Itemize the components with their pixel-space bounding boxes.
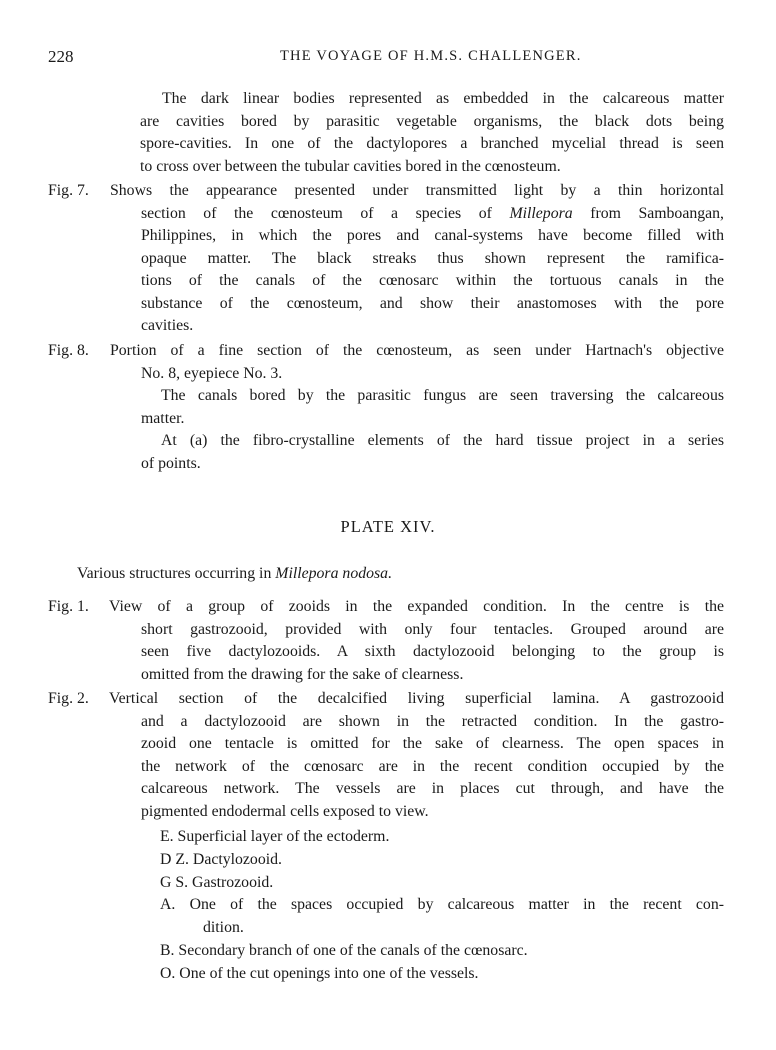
text-line: opaque matter. The black streaks thus shown represent the ramifica- [141,249,724,267]
continuation-paragraph [140,88,724,178]
figure-key-list [160,826,724,986]
intro-text: Various structures occurring in [77,565,272,582]
species-name: Millepora nodosa. [275,565,393,582]
key-item: E. Superficial layer of the ectoderm. [160,828,390,845]
figure-8-caption [48,340,728,480]
text-line: matter. [141,409,185,427]
text-line: calcareous network. The vessels are in places cut through, and have the [141,780,724,797]
plate-figure-1-caption [48,596,728,688]
text-line: tions of the canals of the cœnosarc within the tortuous canals in the [141,272,724,289]
text-line: Shows the appearance presented under transmitted light by a thin horizontal [110,182,724,199]
text-line: of points. [141,454,201,472]
text-line: omitted from the drawing for the sake of clearness. [141,665,464,683]
text-line: the network of the cœnosarc are in the recent condition occupied by the [141,757,724,775]
line-text: section of the cœnosteum of a species of [141,204,510,222]
text-line: spore-cavities. In one of the dactylopores a branched mycelial thread is seen [140,135,724,152]
text-line: No. 8, eyepiece No. 3. [141,364,283,382]
text-line: seen five dactylozooids. A sixth dactylozooid belonging to the group is [141,643,724,660]
running-title: THE VOYAGE OF H.M.S. CHALLENGER. [280,48,582,64]
text-line: are cavities bored by parasitic vegetable organisms, the black dots being [140,112,724,130]
text-line: Portion of a fine section of the cœnosteum, as seen under Hartnach's objective [110,342,724,359]
running-header [48,47,728,71]
figure-label: Fig. 2. [48,690,89,707]
key-item: G S. Gastrozooid. [160,873,274,891]
text-line: Vertical section of the decalcified living superficial lamina. A gastrozooid [109,690,724,707]
plate-title: PLATE XIV. [340,517,436,536]
text-line: substance of the cœnosteum, and show their anastomoses with the pore [141,294,724,312]
key-item: A. One of the spaces occupied by calcareous matter in the recent con- [160,896,724,914]
text-line: to cross over between the tubular cavities bored in the cœnosteum. [140,157,561,175]
key-item: D Z. Dactylozooid. [160,850,282,868]
plate-figure-2-caption [48,688,728,828]
figure-label: Fig. 8. [48,342,89,359]
key-item: B. Secondary branch of one of the canals of the cœnosarc. [160,941,528,959]
text-line: pigmented endodermal cells exposed to view. [141,802,429,820]
figure-label: Fig. 1. [48,598,89,615]
figure-7-caption [48,180,728,340]
line-text: from Samboangan, [572,204,725,222]
text-line: The dark linear bodies represented as embedded in the calcareous matter [162,90,724,107]
text-line: zooid one tentacle is omitted for the sake of clearness. The open spaces in [141,735,724,752]
genus-name: Millepora [509,204,573,222]
page-number: 228 [48,47,74,66]
text-line: View of a group of zooids in the expanded condition. In the centre is the [109,598,724,615]
figure-label: Fig. 7. [48,182,89,199]
key-item-continuation: dition. [203,919,244,937]
text-line [141,203,724,226]
text-line: The canals bored by the parasitic fungus are seen traversing the calcareous [161,387,724,404]
plate-intro [77,565,392,583]
text-line: short gastrozooid, provided with only four tentacles. Grouped around are [141,620,724,638]
text-line: Philippines, in which the pores and canal-systems have become filled with [141,227,724,244]
text-line: cavities. [141,317,194,334]
key-item: O. One of the cut openings into one of the vessels. [160,964,479,982]
text-line: and a dactylozooid are shown in the retracted condition. In the gastro- [141,712,724,730]
text-line: At (a) the fibro-crystalline elements of the hard tissue project in a series [161,432,724,449]
